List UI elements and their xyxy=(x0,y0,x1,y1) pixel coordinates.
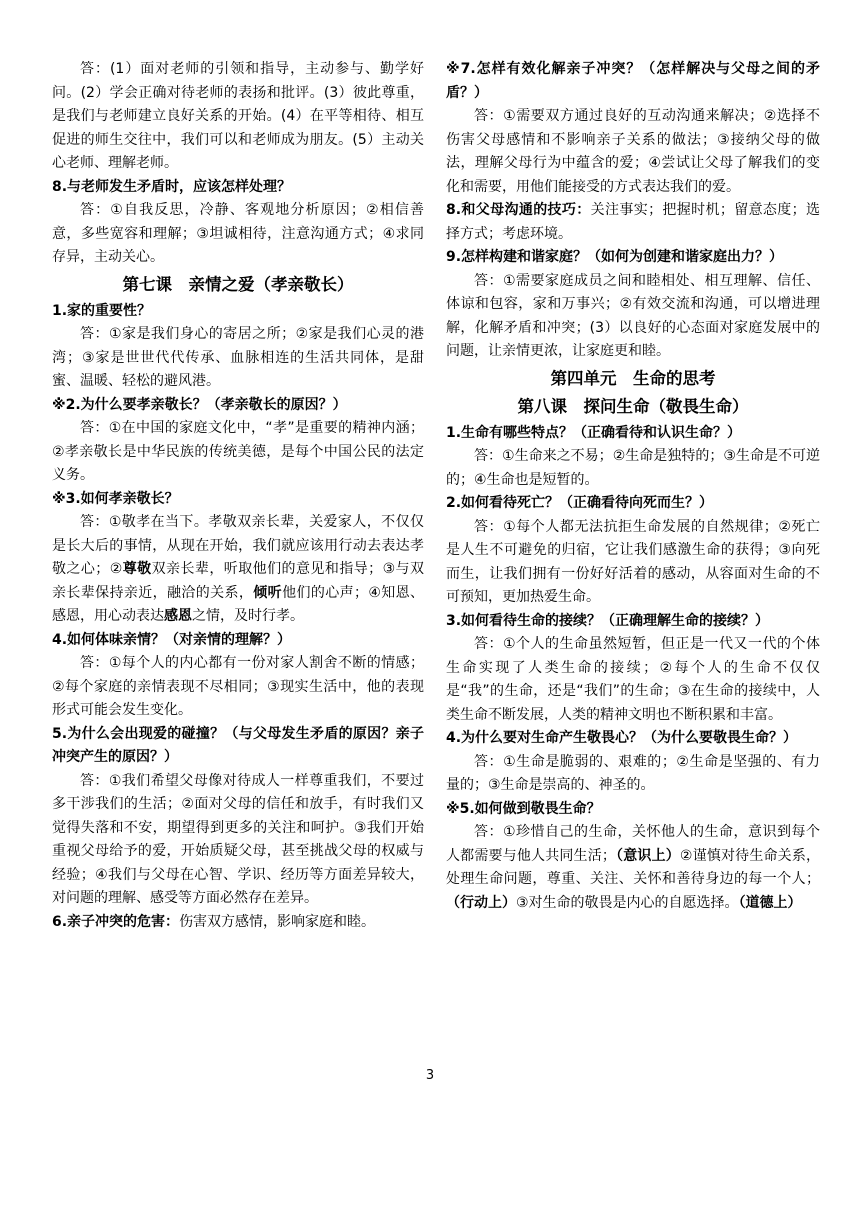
lesson-7-title: 第七课 亲情之爱（孝亲敬长） xyxy=(122,274,354,294)
item-8-label: 8.和父母沟通的技巧： xyxy=(446,202,591,218)
question-3-how-filial: ※3.如何孝亲敬长？ xyxy=(52,490,179,507)
answer-3-keyword: 倾听 xyxy=(253,584,283,601)
answer-1-life: 答：①生命来之不易；②生命是独特的；③生命是不可逆的；④生命也是短暂的。 xyxy=(446,448,820,488)
question-2-death: 2.如何看待死亡？（正确看待向死而生？） xyxy=(446,495,714,511)
item-6-conflict-harm xyxy=(52,911,424,935)
answer-3-keyword: 感恩 xyxy=(164,608,192,624)
question-3-life-continuation: 3.如何看待生命的接续？（正确理解生命的接续？） xyxy=(446,612,770,629)
item-8-text: 关注事实；把握时机；留意态度；选择方式；考虑环境。 xyxy=(446,202,821,242)
answer-3-text: 双亲长辈，听取他们的意见和指导；③与双亲长辈保持亲近，融洽的关系， xyxy=(52,561,424,601)
unit-4-title: 第四单元 生命的思考 xyxy=(550,368,716,388)
answer-3-text: 之情，及时行孝。 xyxy=(192,608,304,624)
answer-7: 答：①需要双方通过良好的互动沟通来解决；②选择不伤害父母感情和不影响亲子关系的做法；③接纳父母的做法，理解父母行为中蕴含的爱；④尝试让父母了解我们的变化和需要，用他们能接受的方式表达我们的爱。 xyxy=(446,108,820,195)
answer-5-tag: （道德上） xyxy=(738,894,802,911)
answer-4-awe: 答：①生命是脆弱的、艰难的；②生命是坚强的、有力量的；③生命是崇高的、神圣的。 xyxy=(446,753,820,793)
question-2-why-filial: ※2.为什么要孝亲敬长？（孝亲敬长的原因？） xyxy=(52,396,347,413)
item-6-label: 6.亲子冲突的危害： xyxy=(52,913,180,930)
answer-2: 答：①在中国的家庭文化中，“孝”是重要的精神内涵；②孝亲敬长是中华民族的传统美德，是每个中国公民的法定义务。 xyxy=(52,420,424,483)
question-5-revere-life: ※5.如何做到敬畏生命？ xyxy=(446,800,601,817)
answer-3-keyword: 尊敬 xyxy=(122,561,152,577)
answer-3-text: 他们的心声；④知恩、感恩，用心动表达 xyxy=(52,584,425,624)
page-number: 3 xyxy=(425,1068,435,1083)
answer-3-continuation: 答：①个人的生命虽然短暂，但正是一代又一代的个体生命实现了人类生命的接续；②每个人的生命不仅仅是“我”的生命，还是“我们”的生命；③在生命的接续中，人类生命不断发展，人类的精神文明也不断积累和丰富。 xyxy=(446,636,820,723)
item-6-text: 伤害双方感情，影响家庭和睦。 xyxy=(179,913,376,930)
question-1-family-importance: 1.家的重要性？ xyxy=(52,302,152,319)
answer-8: 答：①自我反思，冷静、客观地分析原因；②相信善意，多些宽容和理解；③坦诚相待，注意沟通方式；④求同存异，主动关心。 xyxy=(52,202,424,265)
answer-1: 答：①家是我们身心的寄居之所；②家是我们心灵的港湾；③家是世世代代传承、血脉相连的生活共同体，是甜蜜、温暖、轻松的避风港。 xyxy=(52,326,424,389)
question-1-life-features: 1.生命有哪些特点？（正确看待和认识生命？） xyxy=(446,424,742,441)
item-8-communication-tips xyxy=(446,199,820,246)
answer-2-death: 答：①每个人都无法抗拒生命发展的自然规律；②死亡是人生不可避免的归宿，它让我们感激生命的获得；③向死而生，让我们拥有一份好好活着的感动，从容面对生命的不可预知，更加热爱生命。 xyxy=(446,518,820,605)
question-5-love-collision: 5.为什么会出现爱的碰撞？（与父母发生矛盾的原因？亲子冲突产生的原因？） xyxy=(52,725,424,765)
answer-5-tag: （意识上） xyxy=(615,847,680,864)
question-4-awe-of-life: 4.为什么要对生命产生敬畏心？（为什么要敬畏生命？） xyxy=(446,730,798,746)
answer-teacher-relations: 答：(1）面对老师的引领和指导，主动参与、勤学好问。(2）学会正确对待老师的表扬和批评。(3）彼此尊重，是我们与老师建立良好关系的开始。(4）在平等相待、相互促进的师生交往中，我们可以和老师成为朋友。(5）主动关心老师、理解老师。 xyxy=(52,61,424,171)
question-8-teacher-conflict: 8.与老师发生矛盾时，应该怎样处理？ xyxy=(52,178,292,195)
answer-4: 答：①每个人的内心都有一份对家人割舍不断的情感；②每个家庭的亲情表现不尽相同；③现实生活中，他的表现形式可能会发生变化。 xyxy=(52,655,424,718)
lesson-8-title: 第八课 探问生命（敬畏生命） xyxy=(517,396,749,416)
right-column xyxy=(446,58,820,915)
question-4-family-love: 4.如何体味亲情？（对亲情的理解？） xyxy=(52,631,292,648)
question-9-harmonious-family: 9.怎样构建和谐家庭？（如何为创建和谐家庭出力？） xyxy=(446,249,784,265)
answer-5-text: 答：①珍惜自己的生命，关怀他人的生命，意识到每个人都需要与他人共同生活； xyxy=(446,824,820,864)
question-7-resolve-conflict: ※7.怎样有效化解亲子冲突？（怎样解决与父母之间的矛盾？） xyxy=(446,61,820,101)
answer-5-text: ③对生命的敬畏是内心的自愿选择。 xyxy=(516,894,739,911)
answer-5-revere xyxy=(446,821,820,915)
left-column xyxy=(52,58,424,934)
answer-9: 答：①需要家庭成员之间和睦相处、相互理解、信任、体谅和包容，家和万事兴；②有效交流和沟通，可以增进理解，化解矛盾和冲突；(3）以良好的心态面对家庭发展中的问题，让亲情更浓，让家庭更和睦。 xyxy=(446,272,820,359)
answer-5: 答：①我们希望父母像对待成人一样尊重我们，不要过多干涉我们的生活；②面对父母的信任和放手，有时我们又觉得失落和不安，期望得到更多的关注和呵护。③我们开始重视父母给予的爱，开始质疑父母，甚至挑战父母的权威与经验；④我们与父母在心智、学识、经历等方面差异较大，对问题的理解、感受等方面必然存在差异。 xyxy=(52,772,424,906)
answer-5-text: ②谨慎对待生命关系，处理生命问题，尊重、关注、关怀和善待身边的每一个人； xyxy=(446,847,821,887)
answer-3 xyxy=(52,511,424,629)
answer-5-tag: （行动上） xyxy=(446,894,516,911)
answer-3-text: 答：①敬孝在当下。孝敬双亲长辈，关爱家人，不仅仅是长大后的事情，从现在开始，我们就应该用行动去表达孝敬之心；② xyxy=(52,514,424,577)
